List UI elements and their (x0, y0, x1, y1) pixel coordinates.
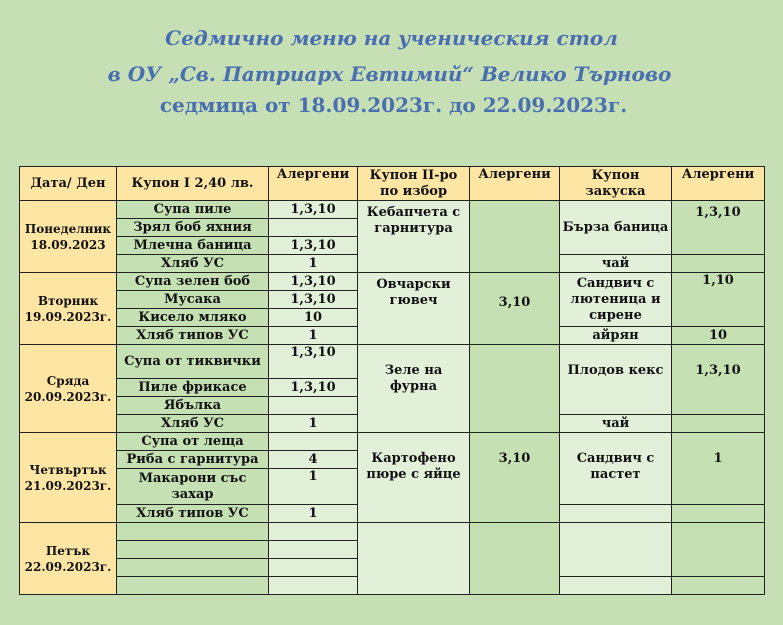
snack-cell: Сандвич с лютеница и сирене (560, 273, 672, 327)
allergen-cell: 1 (269, 505, 358, 523)
snack-allergen-cell: 1,3,10 (672, 201, 765, 255)
header-allergens3: Алергени (672, 167, 765, 201)
allergen-cell (269, 577, 358, 595)
dish-cell: Макарони със захар (117, 469, 269, 505)
day-cell: Понеделник 18.09.2023 (20, 201, 117, 273)
dish-cell: Хляб типов УС (117, 505, 269, 523)
snack-allergen-cell (672, 577, 765, 595)
coupon2-allergen-cell (470, 523, 560, 595)
allergen-cell: 1 (269, 327, 358, 345)
allergen-cell: 1,3,10 (269, 345, 358, 379)
coupon2-cell: Зеле на фурна (358, 345, 470, 433)
allergen-cell (269, 397, 358, 415)
snack-allergen-cell: 10 (672, 327, 765, 345)
allergen-cell: 4 (269, 451, 358, 469)
snack-allergen-cell: 1,3,10 (672, 345, 765, 415)
dish-cell (117, 523, 269, 541)
day-cell: Четвъртък 21.09.2023г. (20, 433, 117, 523)
allergen-cell: 1,3,10 (269, 273, 358, 291)
snack-cell (560, 523, 672, 577)
dish-cell: Хляб УС (117, 415, 269, 433)
allergen-cell (269, 433, 358, 451)
snack-cell: Сандвич с пастет (560, 433, 672, 505)
snack-cell: Бърза баница (560, 201, 672, 255)
header-snack: Купон закуска (560, 167, 672, 201)
day-cell: Вторник 19.09.2023г. (20, 273, 117, 345)
snack-cell: чай (560, 255, 672, 273)
dish-cell: Супа от тиквички (117, 345, 269, 379)
coupon2-allergen-cell: 3,10 (470, 273, 560, 345)
snack-cell (560, 577, 672, 595)
snack-allergen-cell: 1 (672, 433, 765, 505)
school-name: в ОУ „Св. Патриарх Евтимий“ Велико Търново (107, 62, 672, 86)
allergen-cell: 10 (269, 309, 358, 327)
header-date: Дата/ Ден (20, 167, 117, 201)
snack-cell: айрян (560, 327, 672, 345)
table-row (20, 345, 765, 379)
header-row (20, 167, 765, 201)
table-row (20, 433, 765, 451)
snack-allergen-cell (672, 415, 765, 433)
table-row (20, 201, 765, 219)
snack-cell (560, 505, 672, 523)
dish-cell: Риба с гарнитура (117, 451, 269, 469)
snack-allergen-cell (672, 523, 765, 577)
dish-cell (117, 577, 269, 595)
allergen-cell (269, 541, 358, 559)
coupon2-cell: Овчарски гювеч (358, 273, 470, 345)
allergen-cell: 1,3,10 (269, 237, 358, 255)
table-row (20, 273, 765, 291)
snack-cell: чай (560, 415, 672, 433)
header-coupon2: Купон II-ро по избор (358, 167, 470, 201)
dish-cell: Пиле фрикасе (117, 379, 269, 397)
allergen-cell: 1,3,10 (269, 291, 358, 309)
dish-cell (117, 559, 269, 577)
menu-title: Седмично меню на ученическия стол (165, 26, 618, 50)
dish-cell (117, 541, 269, 559)
allergen-cell (269, 523, 358, 541)
snack-allergen-cell (672, 505, 765, 523)
table-row (20, 523, 765, 541)
dish-cell: Млечна баница (117, 237, 269, 255)
allergen-cell: 1,3,10 (269, 379, 358, 397)
allergen-cell: 1 (269, 255, 358, 273)
dish-cell: Зрял боб яхния (117, 219, 269, 237)
snack-allergen-cell: 1,10 (672, 273, 765, 327)
allergen-cell (269, 559, 358, 577)
allergen-cell: 1 (269, 469, 358, 505)
allergen-cell: 1 (269, 415, 358, 433)
dish-cell: Супа от леща (117, 433, 269, 451)
week-range: седмица от 18.09.2023г. до 22.09.2023г. (159, 93, 628, 117)
snack-cell: Плодов кекс (560, 345, 672, 415)
coupon2-cell: Картофено пюре с яйце (358, 433, 470, 523)
snack-allergen-cell (672, 255, 765, 273)
coupon2-allergen-cell (470, 201, 560, 273)
allergen-cell: 1,3,10 (269, 201, 358, 219)
allergen-cell (269, 219, 358, 237)
day-cell: Сряда 20.09.2023г. (20, 345, 117, 433)
dish-cell: Ябълка (117, 397, 269, 415)
menu-table (19, 166, 765, 595)
header-allergens1: Алергени (269, 167, 358, 201)
coupon2-cell (358, 523, 470, 595)
header-coupon1: Купон I 2,40 лв. (117, 167, 269, 201)
dish-cell: Хляб типов УС (117, 327, 269, 345)
coupon2-allergen-cell (470, 345, 560, 433)
dish-cell: Хляб УС (117, 255, 269, 273)
dish-cell: Мусака (117, 291, 269, 309)
dish-cell: Кисело мляко (117, 309, 269, 327)
coupon2-cell: Кебапчета с гарнитура (358, 201, 470, 273)
dish-cell: Супа пиле (117, 201, 269, 219)
dish-cell: Супа зелен боб (117, 273, 269, 291)
day-cell: Петък 22.09.2023г. (20, 523, 117, 595)
header-allergens2: Алергени (470, 167, 560, 201)
coupon2-allergen-cell: 3,10 (470, 433, 560, 523)
